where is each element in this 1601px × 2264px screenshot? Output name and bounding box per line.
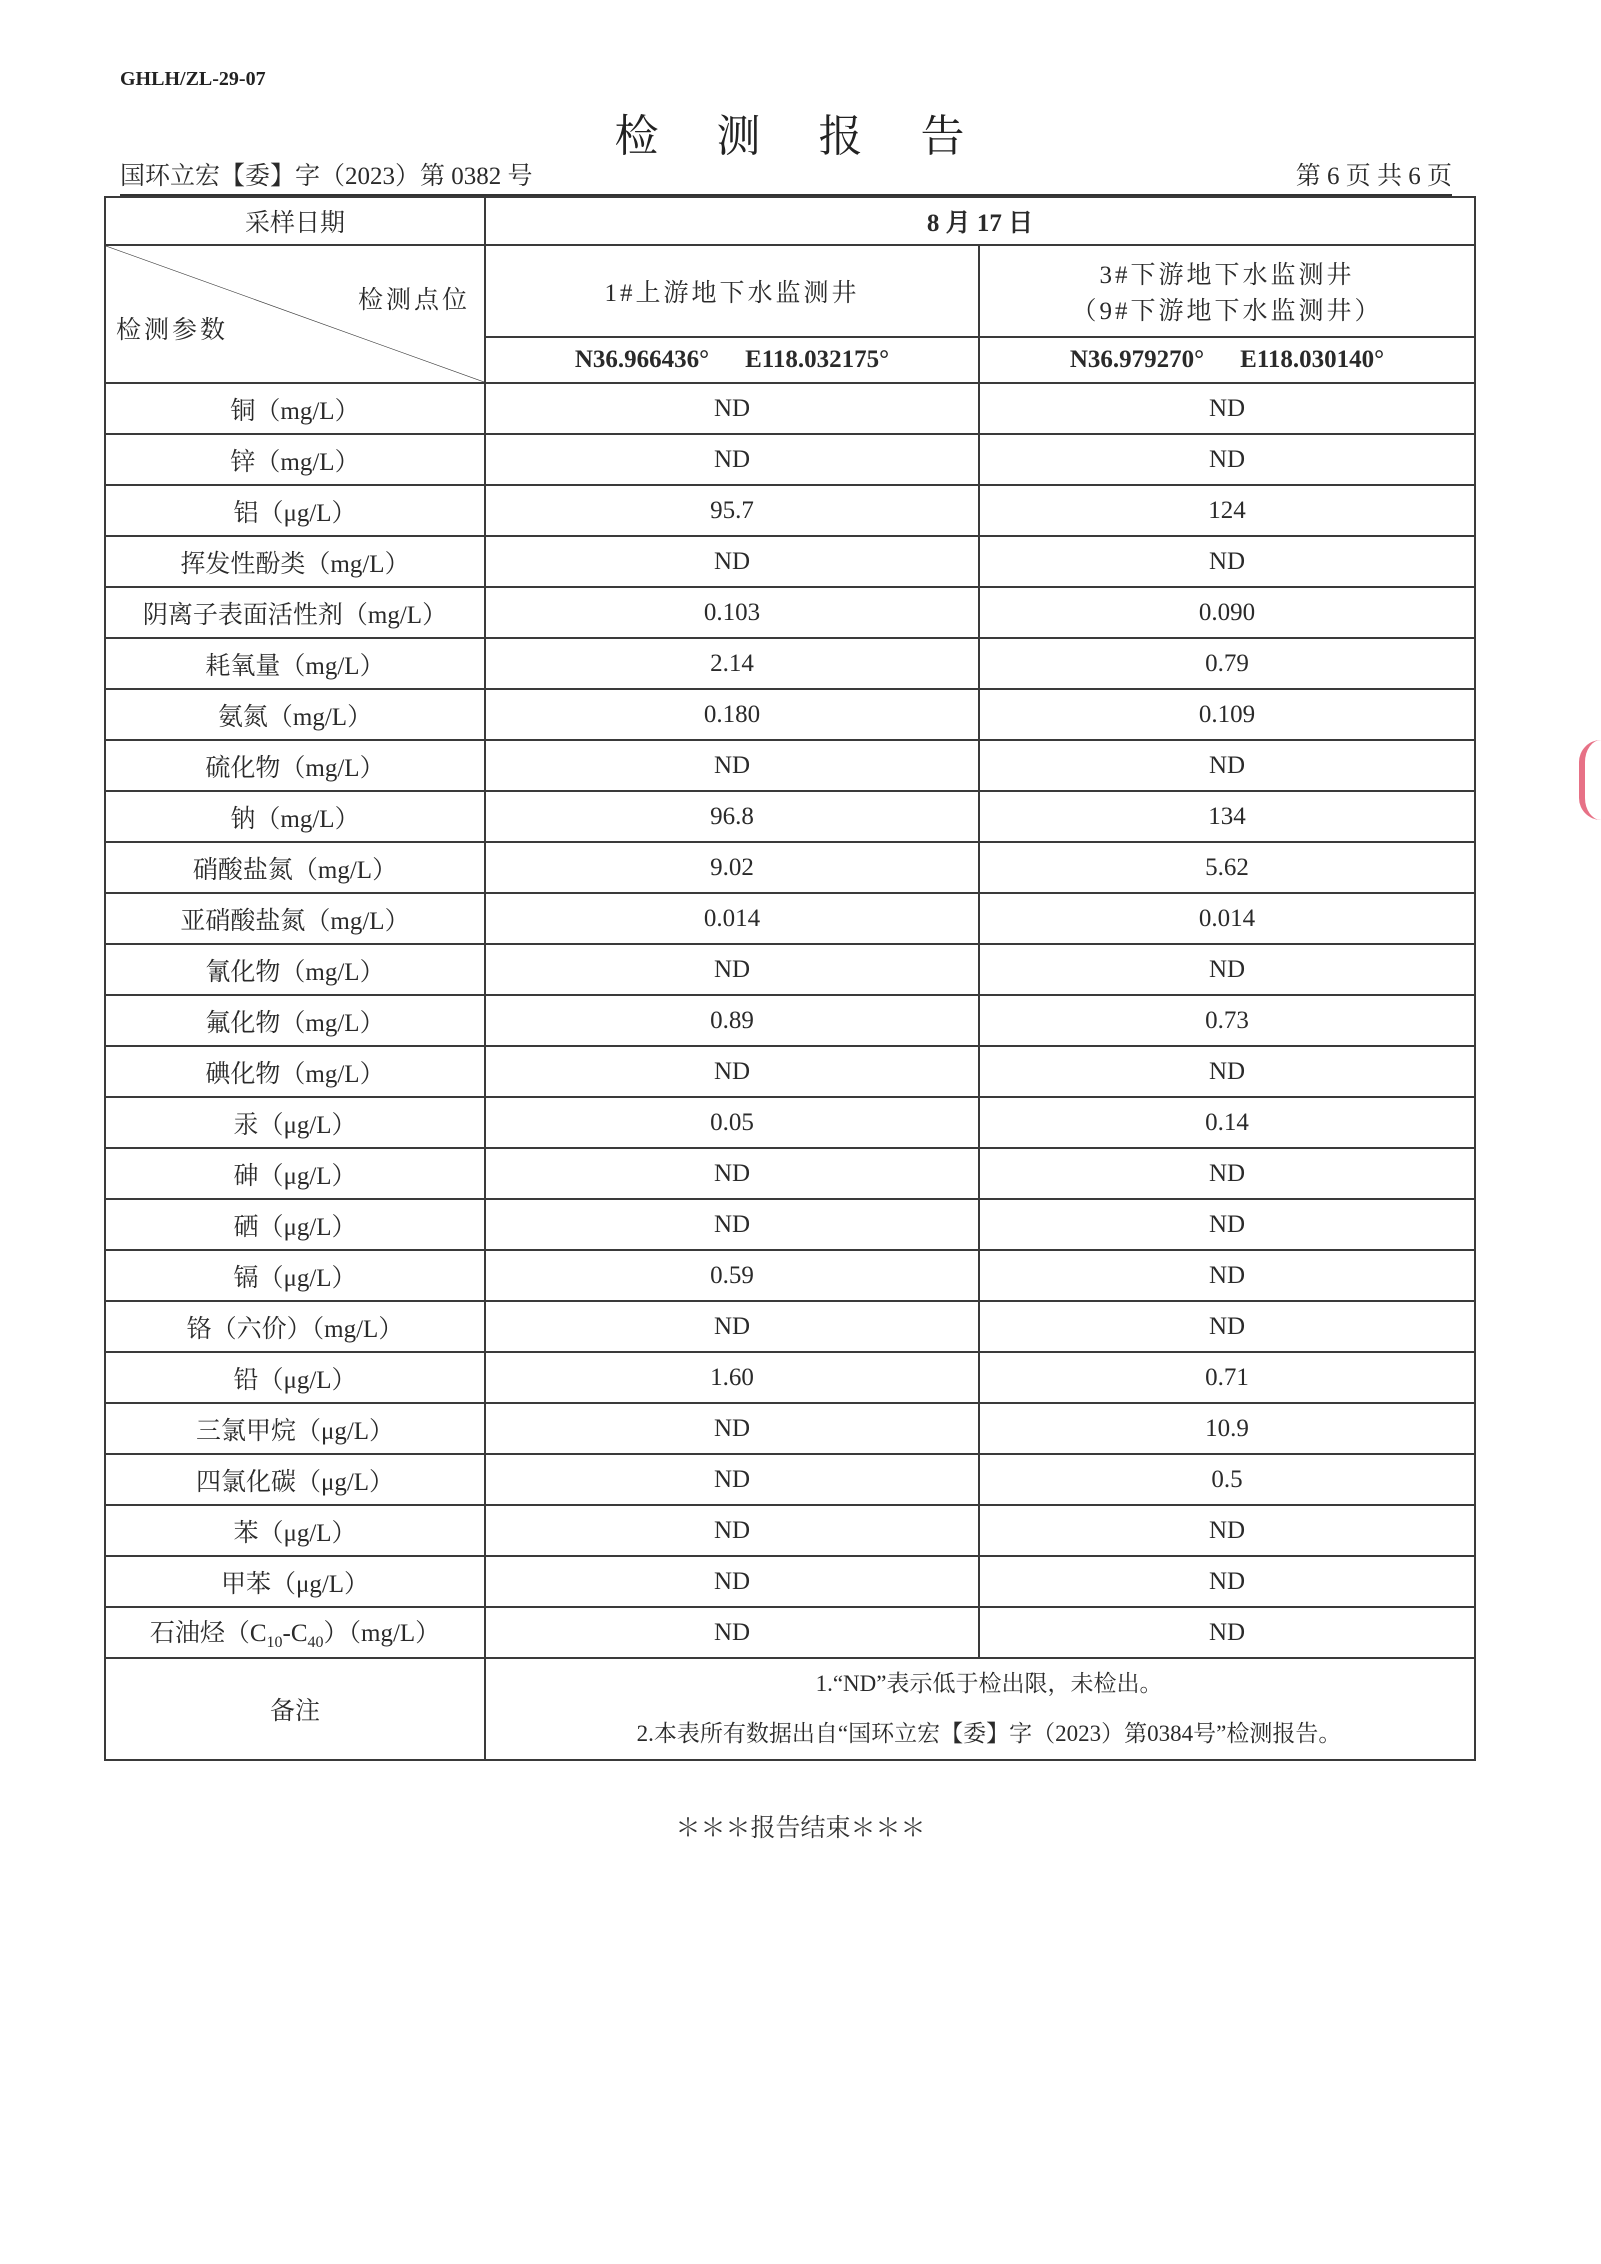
location-axis-label: 检测点位 bbox=[357, 287, 470, 314]
parameter-name: 石油烃$(C_{10}-C_{40})(mg/L)$ bbox=[105, 1607, 485, 1658]
table-row bbox=[105, 944, 1475, 995]
table-row bbox=[105, 1556, 1475, 1607]
location-1-value: 0.180 bbox=[485, 689, 979, 740]
remark-1: 1.“ND”表示低于检出限，未检出。 bbox=[815, 1671, 1163, 1696]
location-1-value: ND bbox=[485, 434, 979, 485]
location-1-lon: E118.032175° bbox=[745, 346, 890, 373]
table-row bbox=[105, 383, 1475, 434]
location-1-lat: N36.966436° bbox=[574, 346, 710, 373]
table-row bbox=[105, 740, 1475, 791]
seal-stamp-edge bbox=[1579, 740, 1601, 820]
parameter-name: 硝酸盐氮（mg/L） bbox=[105, 842, 485, 893]
location-2-value: 0.73 bbox=[979, 995, 1475, 1046]
parameter-name: 汞（μg/L） bbox=[105, 1097, 485, 1148]
parameter-name: 碘化物（mg/L） bbox=[105, 1046, 485, 1097]
location-2-value: ND bbox=[979, 740, 1475, 791]
table-row bbox=[105, 689, 1475, 740]
location-1-value: 95.7 bbox=[485, 485, 979, 536]
table-row bbox=[105, 1046, 1475, 1097]
location-2-value: ND bbox=[979, 383, 1475, 434]
location-2-value: ND bbox=[979, 434, 1475, 485]
location-2-value: ND bbox=[979, 1505, 1475, 1556]
location-1-value: 96.8 bbox=[485, 791, 979, 842]
location-2-value: ND bbox=[979, 1250, 1475, 1301]
location-1-value: ND bbox=[485, 1556, 979, 1607]
table-row bbox=[105, 1097, 1475, 1148]
parameter-name: 砷（μg/L） bbox=[105, 1148, 485, 1199]
table-row bbox=[105, 485, 1475, 536]
parameter-name: 四氯化碳（μg/L） bbox=[105, 1454, 485, 1505]
location-2-value: ND bbox=[979, 1148, 1475, 1199]
location-1-value: ND bbox=[485, 1199, 979, 1250]
table-row bbox=[105, 1199, 1475, 1250]
parameter-name: 三氯甲烷（μg/L） bbox=[105, 1403, 485, 1454]
sampling-date-label: 采样日期 bbox=[105, 197, 485, 245]
parameter-name: 苯（μg/L） bbox=[105, 1505, 485, 1556]
location-2-value: ND bbox=[979, 1607, 1475, 1658]
location-2-alt-title: （9#下游地下水监测井） bbox=[1071, 298, 1383, 325]
table-row bbox=[105, 1250, 1475, 1301]
location-1-value: ND bbox=[485, 1454, 979, 1505]
document-code: GHLH/ZL-29-07 bbox=[120, 68, 266, 90]
location-2-name bbox=[979, 245, 1475, 337]
table-row bbox=[105, 995, 1475, 1046]
location-1-title: 1#上游地下水监测井 bbox=[604, 280, 860, 307]
table-row bbox=[105, 638, 1475, 689]
remarks-label: 备注 bbox=[105, 1658, 485, 1760]
parameter-name: 钠（mg/L） bbox=[105, 791, 485, 842]
parameter-name: 硒（μg/L） bbox=[105, 1199, 485, 1250]
parameter-name: 阴离子表面活性剂（mg/L） bbox=[105, 587, 485, 638]
parameter-axis-label: 检测参数 bbox=[116, 317, 229, 344]
location-2-value: 0.79 bbox=[979, 638, 1475, 689]
table-row bbox=[105, 1148, 1475, 1199]
parameter-name: 铬（六价）（mg/L） bbox=[105, 1301, 485, 1352]
location-2-coordinates bbox=[979, 337, 1475, 383]
location-2-value: ND bbox=[979, 536, 1475, 587]
location-1-value: ND bbox=[485, 1403, 979, 1454]
parameter-name: 氰化物（mg/L） bbox=[105, 944, 485, 995]
table-row bbox=[105, 1301, 1475, 1352]
location-2-lon: E118.030140° bbox=[1240, 346, 1385, 373]
location-2-value: 10.9 bbox=[979, 1403, 1475, 1454]
location-2-value: ND bbox=[979, 1301, 1475, 1352]
parameter-name: 亚硝酸盐氮（mg/L） bbox=[105, 893, 485, 944]
table-row bbox=[105, 1454, 1475, 1505]
parameter-name: 锌（mg/L） bbox=[105, 434, 485, 485]
report-meta-line bbox=[120, 158, 1452, 196]
parameter-name: 铝（μg/L） bbox=[105, 485, 485, 536]
parameter-name: 甲苯（μg/L） bbox=[105, 1556, 485, 1607]
location-2-value: 0.5 bbox=[979, 1454, 1475, 1505]
location-2-value: 5.62 bbox=[979, 842, 1475, 893]
parameter-name: 挥发性酚类（mg/L） bbox=[105, 536, 485, 587]
location-2-value: 124 bbox=[979, 485, 1475, 536]
location-2-value: 0.14 bbox=[979, 1097, 1475, 1148]
location-1-value: 0.014 bbox=[485, 893, 979, 944]
table-row bbox=[105, 842, 1475, 893]
sampling-date-value: 8 月 17 日 bbox=[485, 197, 1475, 245]
table-row bbox=[105, 587, 1475, 638]
table-row bbox=[105, 434, 1475, 485]
location-1-value: ND bbox=[485, 944, 979, 995]
location-1-value: 2.14 bbox=[485, 638, 979, 689]
location-2-value: 0.014 bbox=[979, 893, 1475, 944]
parameter-name: 耗氧量（mg/L） bbox=[105, 638, 485, 689]
location-1-value: 9.02 bbox=[485, 842, 979, 893]
report-end-marker: ＊＊＊报告结束＊＊＊ bbox=[675, 1813, 926, 1842]
location-1-value: ND bbox=[485, 1148, 979, 1199]
report-number: 国环立宏【委】字（2023）第 0382 号 bbox=[120, 163, 533, 190]
diagonal-header-cell bbox=[105, 245, 485, 383]
location-2-value: ND bbox=[979, 1046, 1475, 1097]
location-2-lat: N36.979270° bbox=[1069, 346, 1205, 373]
location-2-value: ND bbox=[979, 1556, 1475, 1607]
location-1-coordinates bbox=[485, 337, 979, 383]
data-rows bbox=[105, 383, 1475, 1607]
parameter-name: 硫化物（mg/L） bbox=[105, 740, 485, 791]
location-2-value: 0.71 bbox=[979, 1352, 1475, 1403]
location-1-value: ND bbox=[485, 536, 979, 587]
location-1-name bbox=[485, 245, 979, 337]
table-row bbox=[105, 1403, 1475, 1454]
location-1-value: ND bbox=[485, 740, 979, 791]
table-row bbox=[105, 893, 1475, 944]
location-1-value: ND bbox=[485, 1505, 979, 1556]
location-2-title: 3#下游地下水监测井 bbox=[1099, 262, 1355, 289]
remarks-content bbox=[485, 1658, 1475, 1760]
parameter-name: 镉（μg/L） bbox=[105, 1250, 485, 1301]
location-1-value: ND bbox=[485, 1301, 979, 1352]
parameter-name: 铅（μg/L） bbox=[105, 1352, 485, 1403]
location-1-value: 0.59 bbox=[485, 1250, 979, 1301]
table-row bbox=[105, 536, 1475, 587]
location-2-value: 0.090 bbox=[979, 587, 1475, 638]
location-2-value: ND bbox=[979, 944, 1475, 995]
location-2-value: 0.109 bbox=[979, 689, 1475, 740]
location-row bbox=[105, 245, 1475, 337]
remark-2: 2.本表所有数据出自“国环立宏【委】字（2023）第0384号”检测报告。 bbox=[636, 1721, 1342, 1746]
location-1-value: 0.103 bbox=[485, 587, 979, 638]
table-row bbox=[105, 791, 1475, 842]
location-1-value: ND bbox=[485, 1607, 979, 1658]
table-row-petroleum-hydrocarbons bbox=[105, 1607, 1475, 1658]
remarks-row bbox=[105, 1658, 1475, 1760]
location-1-value: ND bbox=[485, 1046, 979, 1097]
parameter-name: 氟化物（mg/L） bbox=[105, 995, 485, 1046]
location-2-value: ND bbox=[979, 1199, 1475, 1250]
page-info: 第 6 页 共 6 页 bbox=[1295, 163, 1452, 190]
sampling-date-row bbox=[105, 197, 1475, 245]
location-1-value: 1.60 bbox=[485, 1352, 979, 1403]
location-1-value: 0.05 bbox=[485, 1097, 979, 1148]
table-row bbox=[105, 1505, 1475, 1556]
location-2-value: 134 bbox=[979, 791, 1475, 842]
location-1-value: ND bbox=[485, 383, 979, 434]
parameter-name: 铜（mg/L） bbox=[105, 383, 485, 434]
test-results-table bbox=[104, 196, 1476, 1761]
document-title: 检 测 报 告 bbox=[614, 111, 987, 162]
table-row bbox=[105, 1352, 1475, 1403]
location-1-value: 0.89 bbox=[485, 995, 979, 1046]
parameter-name: 氨氮（mg/L） bbox=[105, 689, 485, 740]
